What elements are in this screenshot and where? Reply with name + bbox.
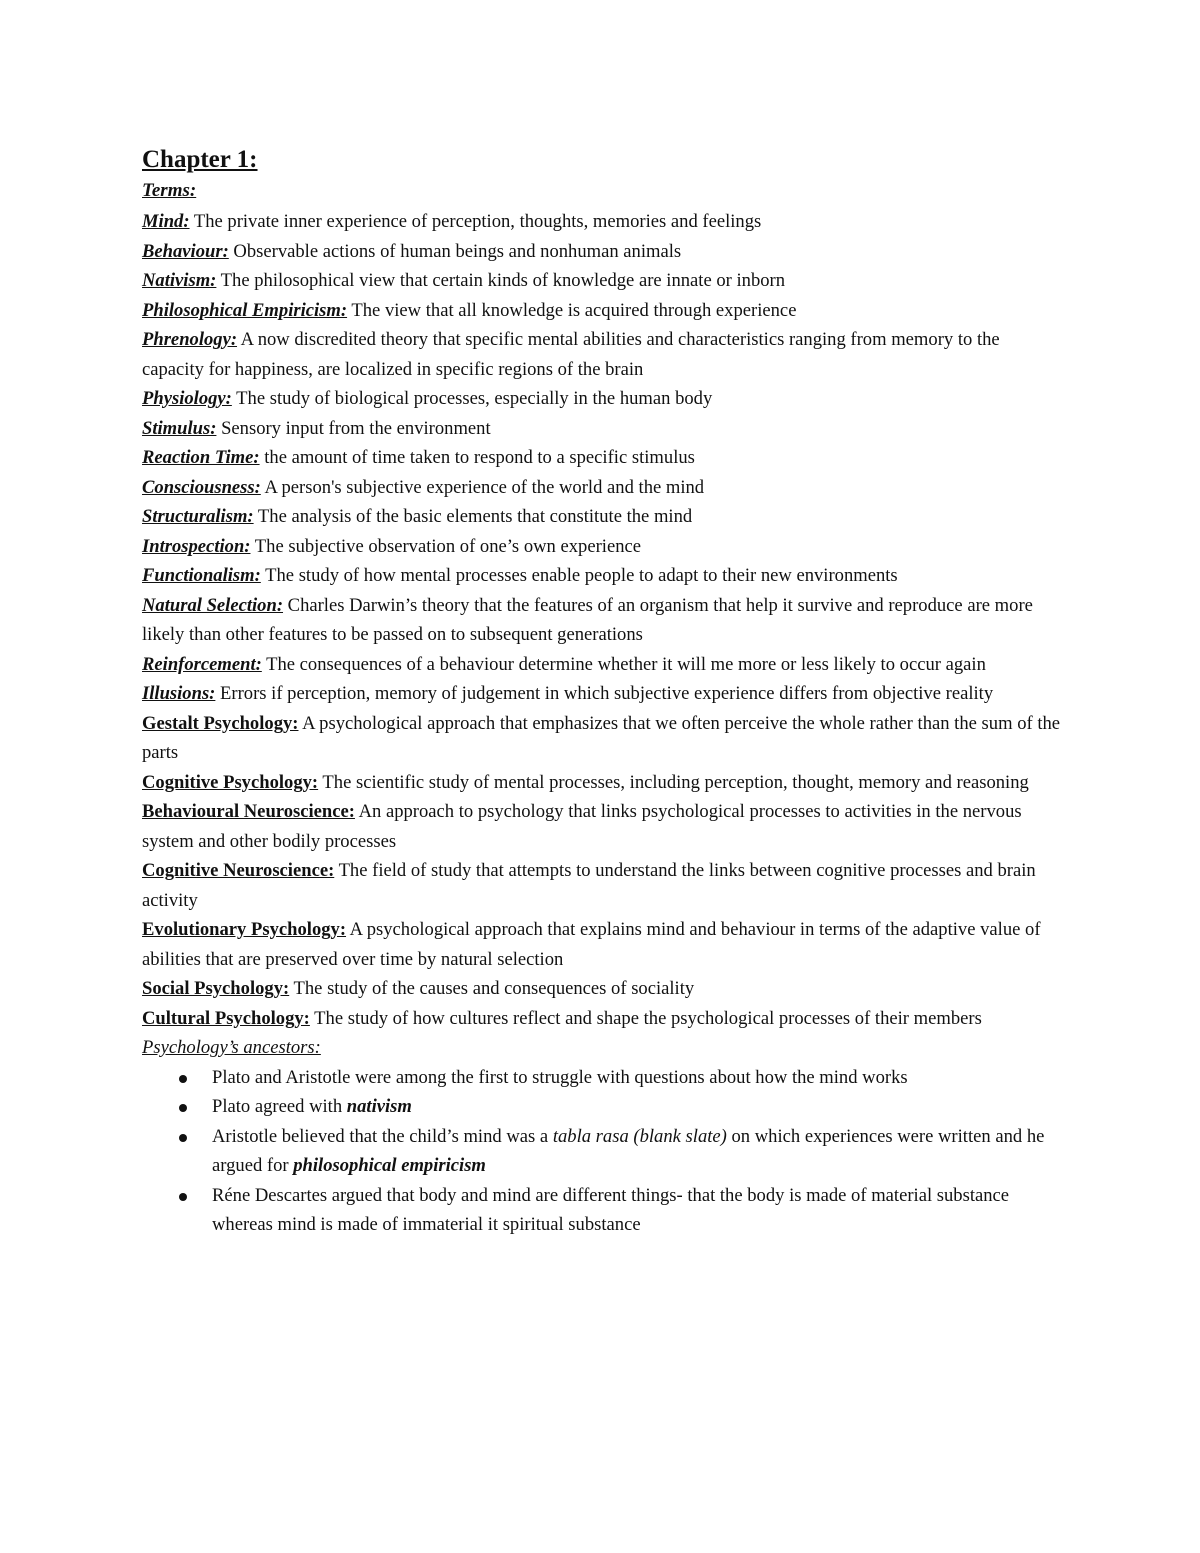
term-definition: A person's subjective experience of the world and the mind: [260, 476, 705, 498]
term-name: Natural Selection:: [142, 594, 284, 616]
term-definition: A psychological approach that emphasizes that we often perceive the whole rather than the sum of the parts: [142, 712, 1061, 763]
emphasis-term: philosophical empiricism: [293, 1155, 486, 1176]
list-item-text: Réne Descartes argued that body and mind are different things- that the body is made of material substance whereas mind is made of immaterial it spiritual substance: [212, 1184, 1010, 1235]
term-definition: Charles Darwin’s theory that the features of an organism that help it survive and reproduce are more likely than other features to be passed on to subsequent generations: [142, 594, 1033, 645]
terms-heading: Terms:: [142, 180, 197, 201]
term-definition: The study of how mental processes enable people to adapt to their new environments: [260, 565, 898, 586]
italic-phrase: tabla rasa (blank slate): [552, 1125, 727, 1147]
term-name: Behaviour:: [142, 240, 229, 262]
ancestors-list: [142, 1063, 1062, 1240]
term-name: Illusions:: [142, 683, 216, 704]
term-name: Physiology:: [142, 388, 232, 409]
term-name: Philosophical Empiricism:: [142, 299, 348, 321]
bullet-icon: [179, 1104, 187, 1112]
term-name: Introspection:: [142, 535, 251, 557]
term-entry: [142, 591, 1062, 650]
term-definition: A now discredited theory that specific mental abilities and characteristics ranging from memory to the capacity for happiness, are localized in specific regions of the brain: [142, 329, 1000, 380]
term-definition: An approach to psychology that links psychological processes to activities in the nervous system and other bodily processes: [142, 801, 1022, 852]
term-entry: [142, 856, 1062, 915]
bullet-icon: [179, 1193, 187, 1201]
list-item: [212, 1181, 1062, 1240]
list-item: [212, 1063, 1062, 1093]
list-item-text: Aristotle believed that the child’s mind was a: [212, 1125, 553, 1147]
term-definition: The study of biological processes, especially in the human body: [231, 388, 713, 409]
list-item-text: Plato agreed with: [212, 1096, 347, 1117]
term-entry: [142, 679, 1062, 709]
term-entry: [142, 532, 1062, 562]
list-item: [212, 1122, 1062, 1181]
term-name: Behavioural Neuroscience:: [142, 801, 355, 822]
term-entry: [142, 709, 1062, 768]
term-entry: [142, 207, 1062, 237]
bullet-icon: [179, 1134, 187, 1142]
term-name: Nativism:: [142, 270, 217, 291]
term-entry: [142, 296, 1062, 326]
term-definition: The study of how cultures reflect and shape the psychological processes of their members: [309, 1007, 982, 1029]
bullet-icon: [179, 1075, 187, 1083]
term-entry: [142, 266, 1062, 296]
term-entry: [142, 237, 1062, 267]
term-name: Mind:: [142, 211, 190, 232]
term-name: Gestalt Psychology:: [142, 712, 299, 734]
term-name: Evolutionary Psychology:: [142, 919, 347, 940]
term-entry: [142, 502, 1062, 532]
term-name: Cognitive Neuroscience:: [142, 860, 335, 881]
term-name: Social Psychology:: [142, 978, 290, 999]
ancestors-heading: Psychology’s ancestors:: [142, 1037, 321, 1058]
terms-list: [142, 207, 1062, 1033]
list-item-text: on which experiences were written and he argued for: [212, 1125, 1045, 1176]
term-definition: The scientific study of mental processes, including perception, thought, memory and reasoning: [318, 771, 1029, 793]
term-definition: The field of study that attempts to understand the links between cognitive processes and brain activity: [142, 860, 1036, 911]
term-name: Reinforcement:: [142, 653, 262, 675]
term-entry: [142, 414, 1062, 444]
chapter-title: Chapter 1:: [142, 146, 258, 173]
term-definition: A psychological approach that explains mind and behaviour in terms of the adaptive value of abilities that are preserved over time by natural selection: [142, 919, 1041, 970]
term-name: Stimulus:: [142, 417, 217, 439]
term-definition: Sensory input from the environment: [216, 417, 491, 439]
term-definition: The subjective observation of one’s own experience: [250, 535, 641, 557]
list-item-text: Plato and Aristotle were among the first to struggle with questions about how the mind works: [212, 1066, 908, 1088]
term-definition: The analysis of the basic elements that constitute the mind: [253, 506, 693, 527]
term-entry: [142, 384, 1062, 414]
term-entry: [142, 650, 1062, 680]
term-definition: the amount of time taken to respond to a specific stimulus: [259, 447, 695, 468]
term-definition: The philosophical view that certain kinds of knowledge are innate or inborn: [216, 270, 786, 291]
term-entry: [142, 473, 1062, 503]
term-name: Reaction Time:: [142, 447, 260, 468]
term-definition: Errors if perception, memory of judgement in which subjective experience differs from objective reality: [215, 683, 994, 704]
emphasis-term: nativism: [346, 1096, 412, 1117]
term-definition: The private inner experience of perception, thoughts, memories and feelings: [189, 211, 762, 232]
list-item: [212, 1092, 1062, 1122]
term-definition: Observable actions of human beings and nonhuman animals: [228, 240, 682, 262]
term-entry: [142, 974, 1062, 1004]
term-name: Cognitive Psychology:: [142, 771, 319, 793]
term-name: Phrenology:: [142, 329, 238, 350]
term-definition: The view that all knowledge is acquired through experience: [347, 299, 797, 321]
term-entry: [142, 915, 1062, 974]
term-entry: [142, 443, 1062, 473]
term-definition: The consequences of a behaviour determine whether it will me more or less likely to occur again: [261, 653, 986, 675]
term-name: Cultural Psychology:: [142, 1007, 310, 1029]
term-name: Functionalism:: [142, 565, 261, 586]
term-entry: [142, 797, 1062, 856]
term-entry: [142, 1004, 1062, 1034]
document-page: [142, 143, 1062, 1240]
term-definition: The study of the causes and consequences of sociality: [289, 978, 695, 999]
term-name: Structuralism:: [142, 506, 254, 527]
term-entry: [142, 561, 1062, 591]
term-entry: [142, 768, 1062, 798]
term-name: Consciousness:: [142, 476, 261, 498]
term-entry: [142, 325, 1062, 384]
